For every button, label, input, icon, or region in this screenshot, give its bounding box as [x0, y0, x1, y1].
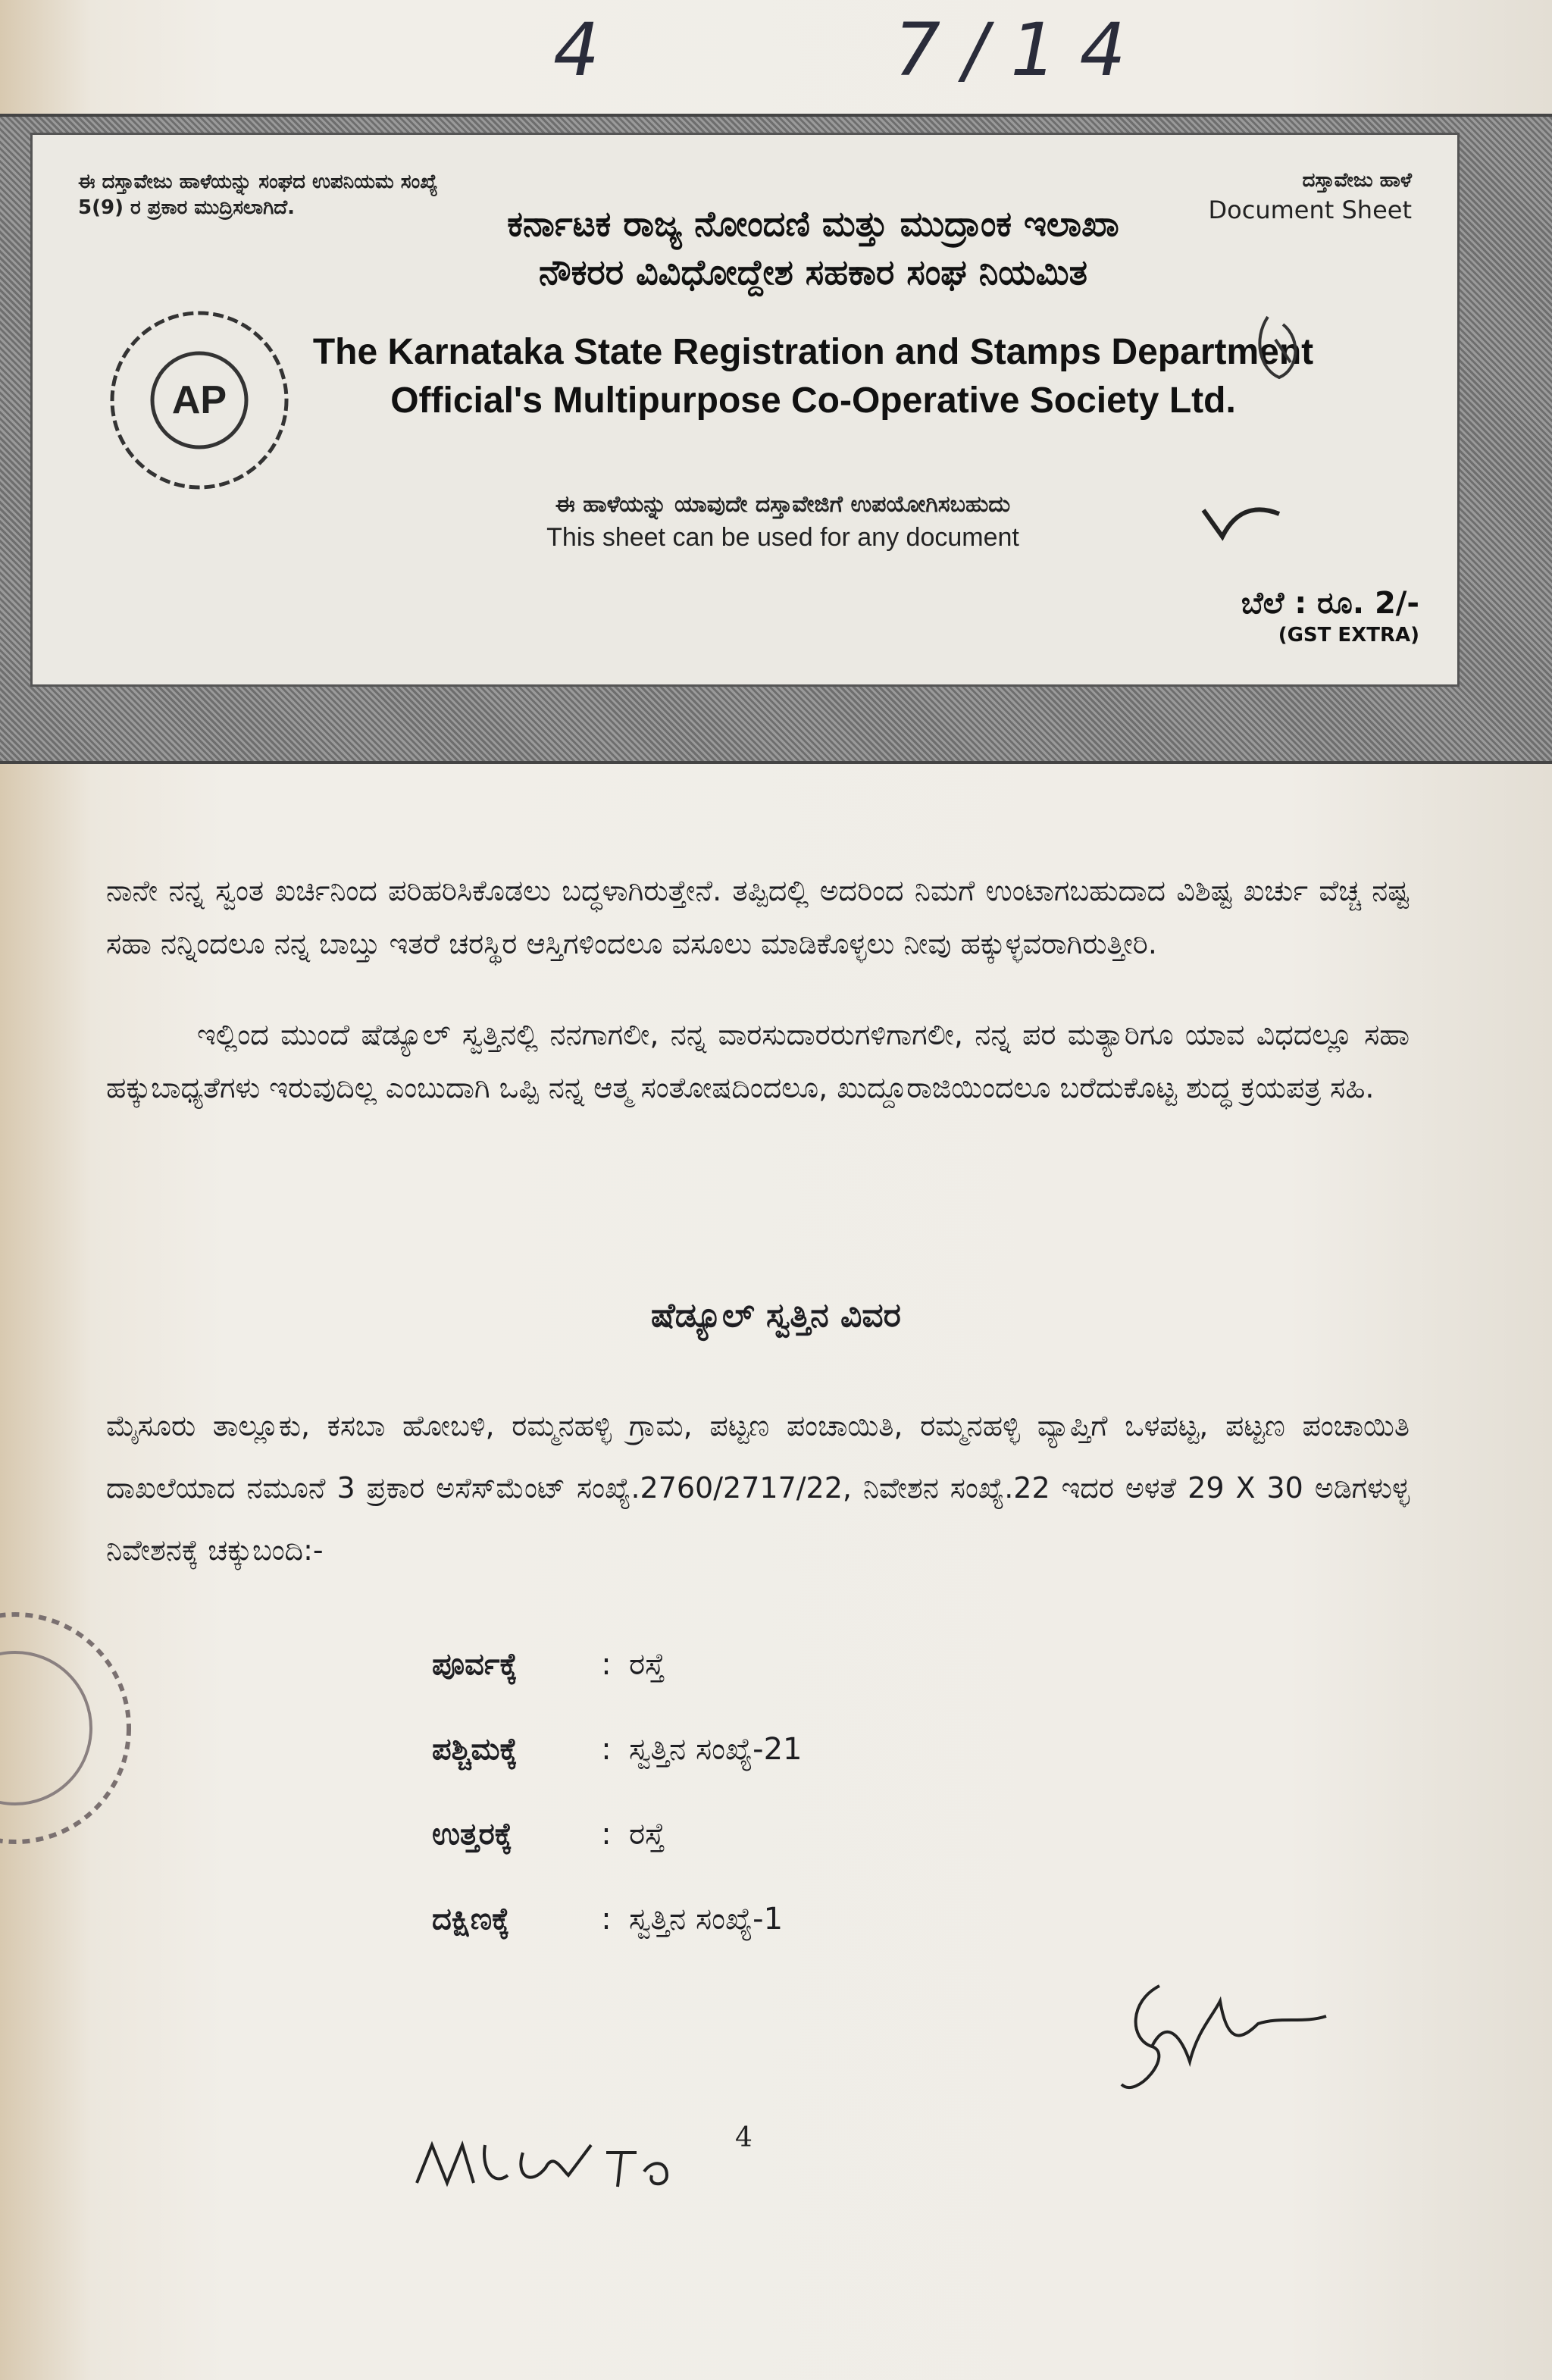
top-handwritten-annotation [530, 8, 1149, 121]
schedule-description: ಮೈಸೂರು ತಾಲ್ಲೂಕು, ಕಸಬಾ ಹೋಬಳಿ, ರಮ್ಮನಹಳ್ಳಿ ಗ್ರಾಮ, ಪಟ್ಟಣ ಪಂಚಾಯಿತಿ, ರಮ್ಮನಹಳ್ಳಿ ವ್ಯಾಪ್ತಿಗೆ ಒಳಪಟ್ಟ, ಪಟ್ಟಣ ಪಂಚಾಯಿತಿ ದಾಖಲೆಯಾದ ನಮೂನೆ 3 ಪ್ರಕಾರ ಅಸೆಸ್‌ಮೆಂಟ್ ಸಂಖ್ಯೆ.2760/2717/22, ನಿವೇಶನ ಸಂಖ್ಯೆ.22 ಇದರ ಅಳತೆ 29 X 30 ಅಡಿಗಳುಳ್ಳ ನಿವೇಶನಕ್ಕೆ ಚಕ್ಕುಬಂದಿ:- [106, 1409, 1410, 1567]
boundary-west [432, 1707, 1114, 1792]
header-left-note: ಈ ದಸ್ತಾವೇಜು ಹಾಳೆಯನ್ನು ಸಂಘದ ಉಪನಿಯಮ ಸಂಖ್ಯೆ 5(9) ರ ಪ್ರಕಾರ ಮುದ್ರಿಸಲಾಗಿದೆ. [78, 171, 438, 219]
signature-right [1106, 1971, 1334, 2107]
usage-note-kn: ಈ ಹಾಳೆಯನ್ನು ಯಾವುದೇ ದಸ್ತಾವೇಜಿಗೆ ಉಪಯೋಗಿಸಬಹುದು [555, 491, 1011, 518]
document-sheet-label-en: Document Sheet [1208, 196, 1412, 224]
usage-note-en: This sheet can be used for any document [546, 523, 1019, 552]
body-text [106, 864, 1410, 1152]
boundary-colon: : [601, 1647, 612, 1682]
paragraph-2: ಇಲ್ಲಿಂದ ಮುಂದೆ ಷೆಡ್ಯೂಲ್ ಸ್ವತ್ತಿನಲ್ಲಿ ನನಗಾಗಲೀ, ನನ್ನ ವಾರಸುದಾರರುಗಳಿಗಾಗಲೀ, ನನ್ನ ಪರ ಮತ್ಯಾರಿಗೂ ಯಾವ ವಿಧದಲ್ಲೂ ಸಹಾ ಹಕ್ಕುಬಾಧ್ಯತೆಗಳು ಇರುವುದಿಲ್ಲ ಎಂಬುದಾಗಿ ಒಪ್ಪಿ ನನ್ನ ಆತ್ಮ ಸಂತೋಷದಿಂದಲೂ, ಖುದ್ದೂರಾಜಿಯಿಂದಲೂ ಬರೆದುಕೊಟ್ಟ ಶುದ್ಧ ಕ್ರಯಪತ್ರ ಸಹಿ. [106, 1018, 1410, 1104]
kannada-title [427, 199, 1200, 296]
boundary-direction: ದಕ್ಷಿಣಕ್ಕೆ [432, 1902, 510, 1937]
kannada-title-line-1: ಕರ್ನಾಟಕ ರಾಜ್ಯ ನೋಂದಣಿ ಮತ್ತು ಮುದ್ರಾಂಕ ಇಲಾಖಾ [507, 203, 1119, 244]
english-title-line-2: Official's Multipurpose Co-Operative Society Ltd. [390, 380, 1236, 421]
boundary-direction: ಪಶ್ಚಿಮಕ್ಕೆ [432, 1732, 518, 1767]
english-title [290, 328, 1336, 425]
seal-text: AP [171, 378, 227, 422]
boundary-value: ಸ್ವತ್ತಿನ ಸಂಖ್ಯೆ-1 [629, 1902, 784, 1937]
boundary-east [432, 1622, 1114, 1707]
boundary-value: ಸ್ವತ್ತಿನ ಸಂಖ್ಯೆ-21 [629, 1732, 803, 1767]
boundary-north [432, 1792, 1114, 1877]
boundary-south [432, 1877, 1114, 1962]
price-value: ಬೆಲೆ : ರೂ. 2/- [1241, 586, 1419, 621]
annotation-right: 7/14 [894, 8, 1149, 92]
kannada-title-line-2: ನೌಕರರ ವಿವಿಧೋದ್ದೇಶ ಸಹಕಾರ ಸಂಘ ನಿಯಮಿತ [539, 252, 1087, 293]
annotation-left: 4 [553, 8, 623, 92]
boundary-colon: : [601, 1902, 612, 1937]
boundary-direction: ಉತ್ತರಕ್ಕೆ [432, 1817, 513, 1852]
paragraph-1: ನಾನೇ ನನ್ನ ಸ್ವಂತ ಖರ್ಚಿನಿಂದ ಪರಿಹರಿಸಿಕೊಡಲು ಬದ್ಧಳಾಗಿರುತ್ತೇನೆ. ತಪ್ಪಿದಲ್ಲಿ ಅದರಿಂದ ನಿಮಗೆ ಉಂಟಾಗಬಹುದಾದ ವಿಶಿಷ್ಟ ಖರ್ಚು ವೆಚ್ಚ ನಷ್ಟ ಸಹಾ ನನ್ನಿಂದಲೂ ನನ್ನ ಬಾಬ್ತು ಇತರೆ ಚರಸ್ಥಿರ ಆಸ್ತಿಗಳಿಂದಲೂ ವಸೂಲು ಮಾಡಿಕೊಳ್ಳಲು ನೀವು ಹಕ್ಕುಳ್ಳವರಾಗಿರುತ್ತೀರಿ. [106, 874, 1410, 960]
boundary-value: ರಸ್ತೆ [629, 1647, 665, 1682]
boundary-colon: : [601, 1732, 612, 1767]
boundary-colon: : [601, 1817, 612, 1852]
check-mark-icon [1200, 491, 1283, 544]
document-sheet-label [1169, 169, 1412, 224]
side-seal-icon [0, 1592, 159, 1865]
gst-note: (GST EXTRA) [1278, 624, 1419, 647]
signature-bottom [409, 2115, 728, 2206]
stamp-header [30, 133, 1460, 687]
price-label [1177, 586, 1419, 647]
boundary-direction: ಪೂರ್ವಕ್ಕೆ [432, 1647, 518, 1682]
english-title-line-1: The Karnataka State Registration and Stamps Department [312, 332, 1314, 372]
boundaries-list [432, 1622, 1114, 1962]
page-number: 4 [735, 2122, 753, 2153]
header-signature-mark [1245, 309, 1313, 385]
schedule-title: ಷೆಡ್ಯೂಲ್ ಸ್ವತ್ತಿನ ವಿವರ [651, 1296, 901, 1335]
boundary-value: ರಸ್ತೆ [629, 1817, 665, 1852]
document-sheet-label-kn: ದಸ್ತಾವೇಜು ಹಾಳೆ [1302, 169, 1412, 192]
society-seal-icon [105, 305, 294, 495]
